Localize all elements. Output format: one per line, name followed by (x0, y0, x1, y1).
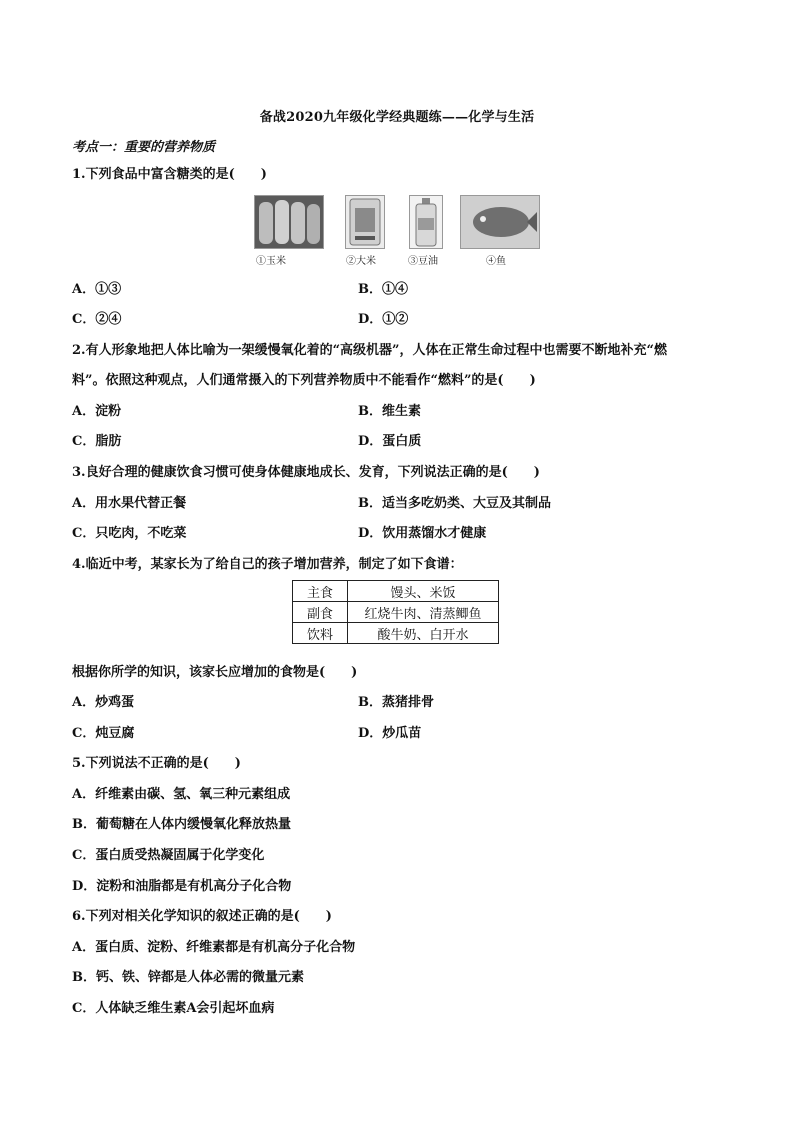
question-1-stem: 1.下列食品中富含糖类的是( ) (72, 167, 267, 182)
menu-value: 酸牛奶、白开水 (348, 623, 499, 644)
question-2-stem: 2.有人形象地把人体比喻为一架缓慢氧化着的“高级机器”，人体在正常生命过程中也需要不断地补充“燃 (72, 343, 668, 358)
q4-option-a: A．炒鸡蛋 (72, 695, 135, 710)
table-row (293, 623, 499, 644)
menu-key: 主食 (293, 581, 348, 602)
q1-option-c: C．②④ (72, 312, 122, 327)
q4-option-d: D．炒瓜苗 (358, 726, 422, 741)
image-caption: ①玉米 (256, 256, 286, 267)
q5-option-b: B．葡萄糖在人体内缓慢氧化释放热量 (72, 817, 291, 832)
q5-option-c: C．蛋白质受热凝固属于化学变化 (72, 848, 265, 863)
fish-photo-icon (460, 195, 540, 249)
menu-table (292, 580, 499, 644)
q1-option-b: B．①④ (358, 282, 408, 297)
menu-key: 饮料 (293, 623, 348, 644)
oil-bottle-photo-icon (409, 195, 443, 249)
menu-key: 副食 (293, 602, 348, 623)
image-caption: ④鱼 (486, 256, 506, 267)
question-2-stem-cont: 料”。依照这种观点，人们通常摄入的下列营养物质中不能看作“燃料”的是( ) (72, 373, 536, 388)
q5-option-a: A．纤维素由碳、氢、氧三种元素组成 (72, 787, 291, 802)
image-caption: ②大米 (346, 256, 376, 267)
q2-option-b: B．维生素 (358, 404, 421, 419)
q2-option-a: A．淀粉 (72, 404, 122, 419)
q4-option-b: B．蒸猪排骨 (358, 695, 434, 710)
menu-value: 馒头、米饭 (348, 581, 499, 602)
q2-option-d: D．蛋白质 (358, 434, 422, 449)
rice-bag-photo-icon (345, 195, 385, 249)
table-row (293, 602, 499, 623)
page-title: 备战2020九年级化学经典题练——化学与生活 (259, 110, 535, 125)
corn-photo-icon (254, 195, 324, 249)
question-4-ask: 根据你所学的知识，该家长应增加的食物是( ) (72, 665, 358, 680)
q6-option-a: A．蛋白质、淀粉、纤维素都是有机高分子化合物 (72, 940, 356, 955)
q1-option-a: A．①③ (72, 282, 122, 297)
menu-value: 红烧牛肉、清蒸鲫鱼 (348, 602, 499, 623)
q3-option-b: B．适当多吃奶类、大豆及其制品 (358, 496, 551, 511)
q2-option-c: C．脂肪 (72, 434, 122, 449)
q3-option-d: D．饮用蒸馏水才健康 (358, 526, 487, 541)
image-caption: ③豆油 (408, 256, 438, 267)
q6-option-b: B．钙、铁、锌都是人体必需的微量元素 (72, 970, 304, 985)
question-4-stem: 4.临近中考，某家长为了给自己的孩子增加营养，制定了如下食谱： (72, 557, 463, 572)
question-3-stem: 3.良好合理的健康饮食习惯可使身体健康地成长、发育，下列说法正确的是( ) (72, 465, 540, 480)
food-images (254, 195, 544, 270)
section-heading: 考点一：重要的营养物质 (72, 140, 216, 155)
table-row (293, 581, 499, 602)
q5-option-d: D．淀粉和油脂都是有机高分子化合物 (72, 879, 292, 894)
q4-option-c: C．炖豆腐 (72, 726, 135, 741)
question-6-stem: 6.下列对相关化学知识的叙述正确的是( ) (72, 909, 332, 924)
q1-option-d: D．①② (358, 312, 409, 327)
question-5-stem: 5.下列说法不正确的是( ) (72, 756, 241, 771)
q3-option-a: A．用水果代替正餐 (72, 496, 187, 511)
q6-option-c: C．人体缺乏维生素A会引起坏血病 (72, 1001, 275, 1016)
q3-option-c: C．只吃肉，不吃菜 (72, 526, 187, 541)
